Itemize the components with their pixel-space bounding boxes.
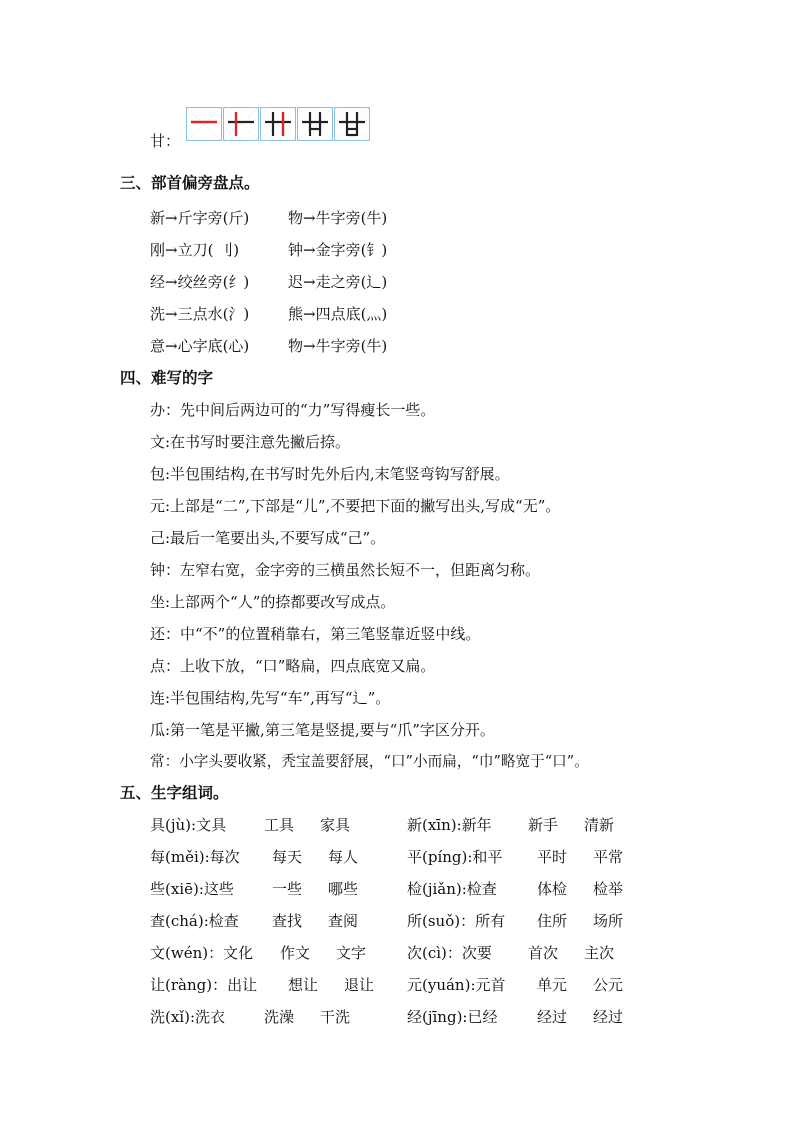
- radical-item: 物→牛字旁(牛): [288, 337, 388, 355]
- word: 住所: [537, 912, 568, 930]
- word-group-head: 所(suǒ)：所有: [407, 912, 506, 930]
- word: 平常: [593, 848, 624, 866]
- word: 公元: [593, 976, 624, 994]
- word: 工具: [264, 816, 295, 834]
- word: 首次: [528, 944, 559, 962]
- stroke-step-2: [223, 107, 259, 141]
- section4-heading: 四、难写的字: [120, 368, 214, 387]
- stroke-order-label: 甘：: [150, 132, 181, 150]
- radical-item: 熊→四点底(灬): [288, 305, 388, 323]
- word: 文字: [336, 944, 367, 962]
- hard-char-note: 瓜:第一笔是平撇,第三笔是竖提,要与“爪”字区分开。: [150, 721, 495, 739]
- word-group-head: 次(cì)：次要: [407, 944, 492, 962]
- section5-heading: 五、生字组词。: [120, 783, 229, 802]
- word-group-head: 查(chá):检查: [150, 912, 239, 930]
- word: 一些: [272, 880, 303, 898]
- word: 单元: [537, 976, 568, 994]
- word-group-head: 新(xīn):新年: [407, 816, 492, 834]
- word: 每天: [272, 848, 303, 866]
- word-group-head: 平(píng):和平: [407, 848, 503, 866]
- stroke-step-5: [334, 107, 370, 141]
- word: 查找: [272, 912, 303, 930]
- hard-char-note: 还：中“不”的位置稍靠右，第三笔竖靠近竖中线。: [150, 625, 481, 643]
- word: 新手: [528, 816, 559, 834]
- stroke-step-3: [260, 107, 296, 141]
- hard-char-note: 常：小字头要收紧，秃宝盖要舒展，“口”小而扁，“巾”略宽于“口”。: [150, 753, 589, 770]
- stroke-order-grid: [186, 107, 371, 141]
- word: 平时: [537, 848, 568, 866]
- word: 退让: [344, 976, 375, 994]
- word: 检举: [593, 880, 624, 898]
- radical-item: 刚→立刀( 刂): [150, 241, 240, 259]
- radical-item: 物→牛字旁(牛): [288, 209, 388, 227]
- word: 清新: [584, 816, 615, 834]
- hard-char-note: 己:最后一笔要出头,不要写成“己”。: [150, 529, 386, 547]
- radical-item: 意→心字底(心): [150, 337, 250, 355]
- word: 体检: [537, 880, 568, 898]
- word: 哪些: [328, 880, 359, 898]
- word: 经过: [593, 1008, 624, 1026]
- word-group-head: 经(jīng):已经: [407, 1008, 498, 1026]
- word-group-head: 具(jù):文具: [150, 816, 227, 834]
- hard-char-note: 钟：左窄右宽，金字旁的三横虽然长短不一，但距离匀称。: [150, 561, 541, 579]
- word-group-head: 检(jiǎn):检查: [407, 880, 497, 898]
- word: 每人: [328, 848, 359, 866]
- word-group-head: 些(xiē):这些: [150, 880, 234, 898]
- hard-char-note: 文:在书写时要注意先撇后捺。: [150, 433, 351, 451]
- hard-char-note: 连:半包围结构,先写“车”,再写“辶”。: [150, 689, 391, 707]
- radical-item: 钟→金字旁(钅): [288, 241, 388, 259]
- word-group-head: 让(ràng)：出让: [150, 976, 258, 994]
- radical-item: 新→斤字旁(斤): [150, 209, 250, 227]
- hard-char-note: 点：上收下放，“口”略扁，四点底宽又扁。: [150, 657, 436, 675]
- word: 家具: [320, 816, 351, 834]
- word-group-head: 洗(xǐ):洗衣: [150, 1008, 226, 1026]
- hard-char-note: 包:半包围结构,在书写时先外后内,末笔竖弯钩写舒展。: [150, 465, 510, 483]
- word: 查阅: [328, 912, 359, 930]
- word: 干洗: [320, 1008, 351, 1026]
- stroke-step-1: [186, 107, 222, 141]
- radical-item: 洗→三点水(氵): [150, 305, 250, 323]
- word: 洗澡: [264, 1008, 295, 1026]
- hard-char-note: 元:上部是“二”,下部是“儿”,不要把下面的撇写出头,写成“无”。: [150, 497, 561, 515]
- hard-char-note: 办：先中间后两边可的“力”写得瘦长一些。: [150, 401, 436, 419]
- word-group-head: 每(měi):每次: [150, 848, 240, 866]
- stroke-step-4: [297, 107, 333, 141]
- radical-item: 迟→走之旁(辶): [288, 273, 388, 291]
- word-group-head: 元(yuán):元首: [407, 976, 506, 994]
- word: 作文: [280, 944, 311, 962]
- word: 想让: [288, 976, 319, 994]
- word-group-head: 文(wén)：文化: [150, 944, 254, 962]
- word: 经过: [537, 1008, 568, 1026]
- radical-item: 经→绞丝旁(纟): [150, 273, 250, 291]
- word: 主次: [584, 944, 615, 962]
- section3-heading: 三、部首偏旁盘点。: [120, 173, 260, 192]
- hard-char-note: 坐:上部两个“人”的捺都要改写成点。: [150, 593, 396, 611]
- word: 场所: [593, 912, 624, 930]
